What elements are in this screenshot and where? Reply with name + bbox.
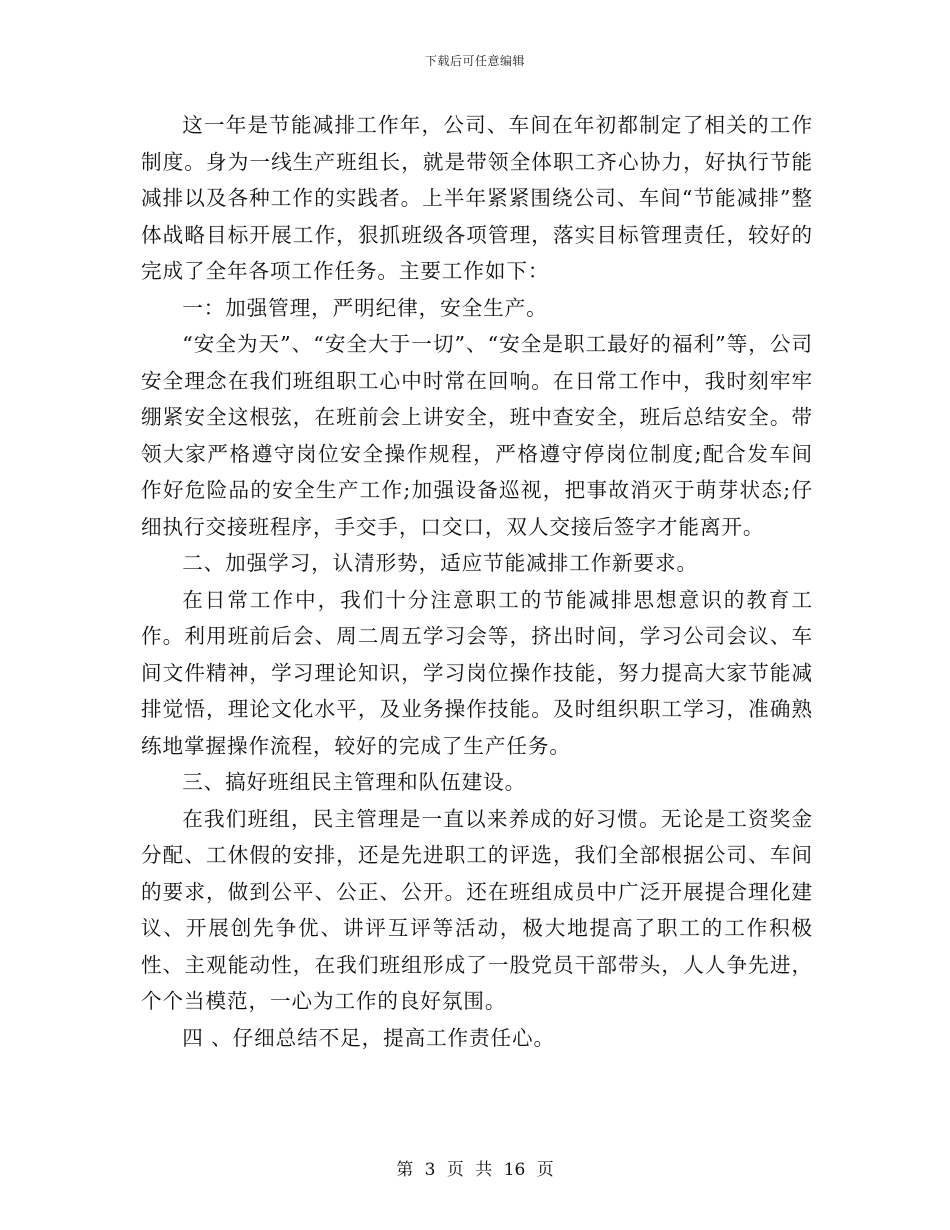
header-note: 下载后可任意编辑 <box>424 54 525 68</box>
paragraph-study: 在日常工作中，我们十分注意职工的节能减排思想意识的教育工作。利用班前后会、周二周五学习会等，挤出时间，学习公司会议、车间文件精神，学习理论知识，学习岗位操作技能，努力提高大家节能减排觉悟，理论文化水平，及业务操作技能。及时组织职工学习，准确熟练地掌握操作流程，较好的完成了生产任务。 <box>141 587 813 758</box>
page-number-footer: 第 3 页 共 16 页 <box>396 1160 554 1180</box>
paragraph-intro: 这一年是节能减排工作年，公司、车间在年初都制定了相关的工作制度。身为一线生产班组长，就是带领全体职工齐心协力，好执行节能减排以及各种工作的实践者。上半年紧紧围绕公司、车间“节能减排”整体战略目标开展工作，狠抓班级各项管理，落实目标管理责任，较好的完成了全年各项工作任务。主要工作如下： <box>141 113 813 283</box>
document-body <box>141 107 813 1056</box>
section-heading-2: 二、加强学习，认清形势，适应节能减排工作新要求。 <box>182 551 699 575</box>
paragraph-safety: “安全为天”、“安全大于一切”、“安全是职工最好的福利”等，公司安全理念在我们班组职工心中时常在回响。在日常工作中，我时刻牢牢绷紧安全这根弦，在班前会上讲安全，班中查安全，班后总结安全。带领大家严格遵守岗位安全操作规程，严格遵守停岗位制度;配合发车间作好危险品的安全生产工作;加强设备巡视，把事故消灭于萌芽状态;仔细执行交接班程序，手交手，口交口，双人交接后签字才能离开。 <box>141 332 813 539</box>
paragraph-democracy: 在我们班组，民主管理是一直以来养成的好习惯。无论是工资奖金分配、工休假的安排，还是先进职工的评选，我们全部根据公司、车间的要求，做到公平、公正、公开。还在班组成员中广泛开展提合理化建议、开展创先争优、讲评互评等活动，极大地提高了职工的工作积极性、主观能动性，在我们班组形成了一股党员干部带头，人人争先进，个个当模范，一心为工作的良好氛围。 <box>141 806 813 1013</box>
section-heading-3: 三、搞好班组民主管理和队伍建设。 <box>182 770 527 794</box>
section-heading-1: 一：加强管理，严明纪律，安全生产。 <box>182 295 548 320</box>
section-heading-4: 四 、仔细总结不足，提高工作责任心。 <box>182 1025 556 1050</box>
